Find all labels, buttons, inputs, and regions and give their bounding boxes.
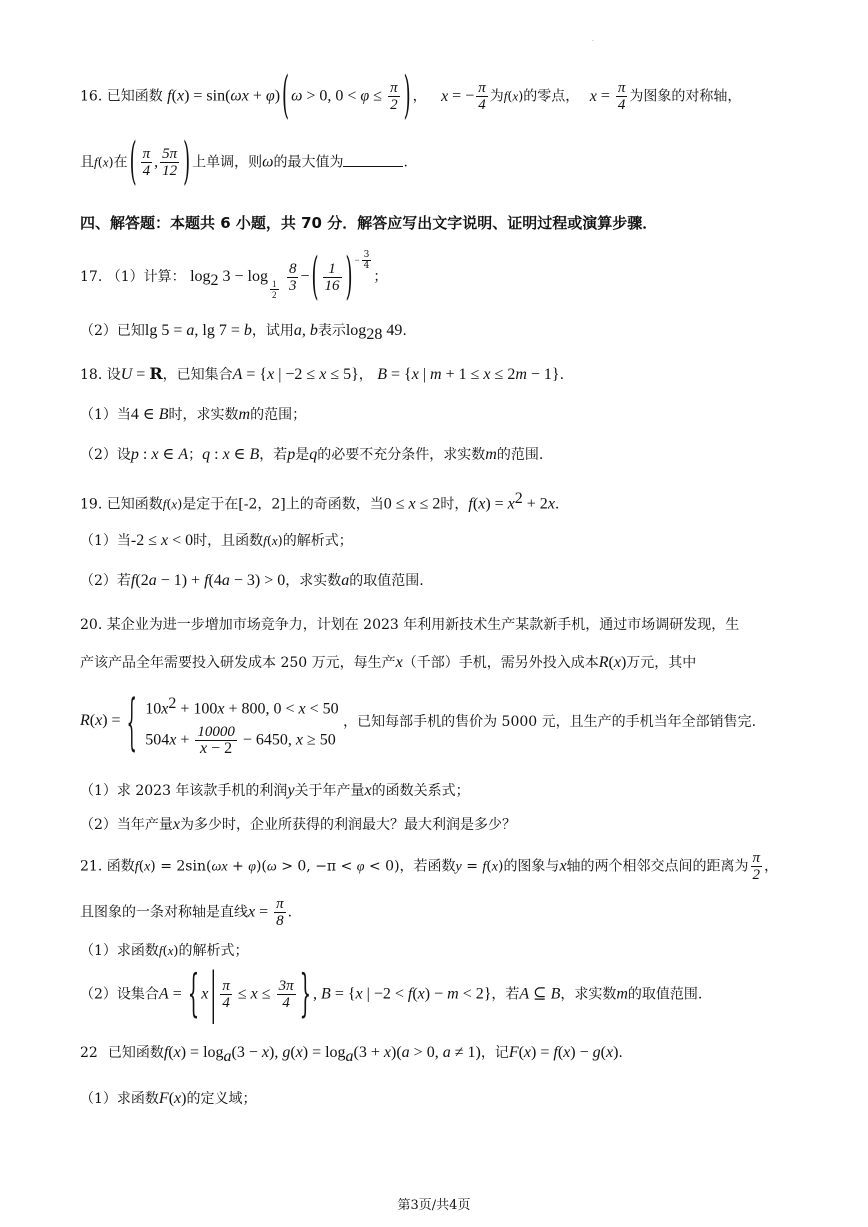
q18-stem: 18. 设U = R，已知集合A = {x | −2 ≤ x ≤ 5}， B = {x | m + 1 ≤ x ≤ 2m − 1}. [80, 364, 565, 383]
q17-part1: 17. （1）计算： $\log_2 3 - \log$ $_{\frac{1}{2}}$ $\frac{8}{3}$ − ( $\frac{1}{16}$ ) $^{- \frac{3}{4}}$ ； [80, 247, 388, 307]
q20-part2: （2）当年产量x为多少时，企业所获得的利润最大？最大利润是多少？ [80, 816, 517, 833]
q18-part2: （2）设p : x ∈ A；q : x ∈ B，若p是q的必要不充分条件，求实数m的范围. [80, 446, 544, 463]
section-heading: 四、解答题：本题共 6 小题，共 70 分．解答应写出文字说明、证明过程或演算步骤． [80, 214, 658, 232]
q20-line2: 产该产品全年需要投入研发成本 250 万元，每生产x（千部）手机，需另外投入成本R(x)万元，其中 [80, 654, 697, 671]
q20-piecewise: R(x) = { $10x^2 + 100x + 800$, 0 < x < 50 504x + $\frac{10000}{x - 2}$ − 6450, x ≥ 50 ，已知每部手机的售价为 5000 元，且生产的手机当年全部销售完. [80, 684, 757, 758]
q22-stem: 22 已知函数$f(x) = \log_a(3 - x)$, $g(x) = \log_a(3 + x)(a > 0$, a ≠ 1)，记F(x) = f(x) − g(x). [80, 1044, 623, 1065]
q22-part1: （1）求函数F(x)的定义域； [80, 1090, 257, 1107]
q18-part1: （1）当4 ∈ B时，求实数m的范围； [80, 406, 307, 423]
q16-line2: 且f(x)在 ( $\frac{\pi}{4}$ , $\frac{5\pi}{12}$ ) 上单调，则ω的最大值为 . [80, 133, 408, 192]
answer-blank [343, 154, 403, 167]
scan-dot: · [592, 38, 594, 45]
q21-part1: （1）求函数f(x)的解析式； [80, 943, 249, 959]
q19-part2: （2）若f(2a − 1) + f(4a − 3) > 0，求实数a的取值范围. [80, 572, 424, 589]
page-footer: 第3页/共4页 [397, 1198, 471, 1213]
q21-line2: 且图象的一条对称轴是直线x = $\frac{\pi}{8}$ . [80, 896, 293, 929]
q21-stem: 21. 函数f(x) = 2sin(ωx + φ)(ω > 0, −π < φ < 0)，若函数y = f(x)的图象与x轴的两个相邻交点间的距离为 $\frac{\pi}{2}$ ， [80, 850, 779, 883]
q19-stem: 19. 已知函数f(x)是定于在[-2，2]上的奇函数，当0 ≤ x ≤ 2时，$f(x) = x^2 + 2x$. [80, 490, 560, 513]
q20-part1: （1）求 2023 年该款手机的利润y关于年产量x的函数关系式； [80, 782, 470, 799]
q17-part2: （2）已知lg 5 = a, lg 7 = b，试用a, b表示$\log_{28} 49$. [80, 322, 407, 343]
q21-part2: （2）设集合A = { x | $\frac{\pi}{4}$ ≤ x ≤ $\frac{3\pi}{4}$ } , B = {x | −2 < f(x) − m < 2}，若A ⊆ B，求实数m的取值范围. [80, 963, 703, 1026]
q16-line1: 16. 已知函数 f(x) = sin(ωx + φ) ( ω > 0, 0 < φ ≤ $\frac{\pi}{2}$ ) ， x = − $\frac{\pi}{4}$ 为f(x)的零点， x = $\frac{\pi}{4}$ 为图象的对称轴， [80, 67, 742, 126]
q20-line1: 20. 某企业为进一步增加市场竞争力，计划在 2023 年利用新技术生产某款新手机，通过市场调研发现，生 [80, 617, 740, 633]
q19-part1: （1）当-2 ≤ x < 0时，且函数f(x)的解析式； [80, 532, 353, 549]
